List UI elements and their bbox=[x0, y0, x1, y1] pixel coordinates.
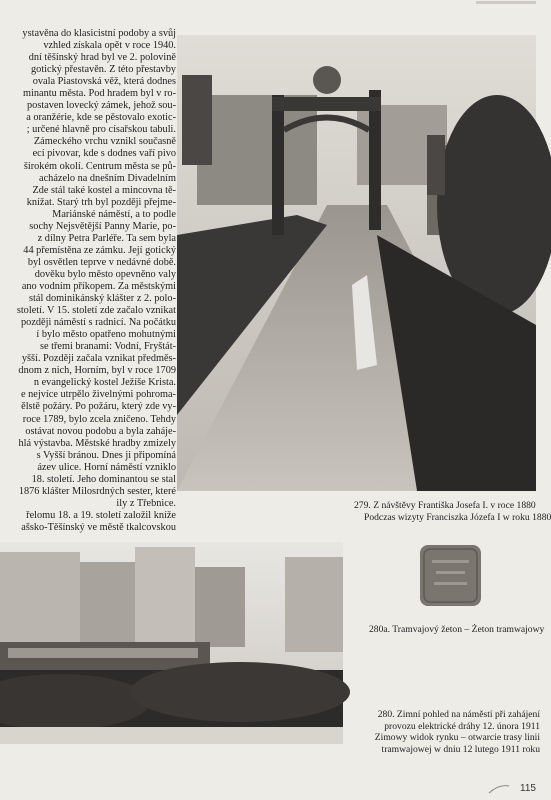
body-text-line: vzhled získala opět v roce 1940. bbox=[43, 40, 176, 52]
body-text-line: širokém okolí. Centrum města se pů- bbox=[23, 160, 176, 172]
body-text-line: stál dominikánský klášter z 2. polo- bbox=[29, 293, 176, 305]
body-text-line: dní těšínský hrad byl ve 2. polovině bbox=[28, 52, 176, 64]
body-text-line: Mariánské náměstí, a to podle bbox=[52, 208, 176, 220]
body-text-line: později náměstí s radnicí. Na počátku bbox=[21, 317, 176, 329]
body-text-line: e nejvíce utrpělo živelnými pohroma- bbox=[21, 389, 176, 401]
body-text-line: sochy Nejsvětější Panny Marie, po- bbox=[29, 220, 176, 232]
body-text-line: 18. století. Jeho dominantou se stal bbox=[31, 473, 176, 485]
body-text-line: 1876 klášter Milosrdných sester, které bbox=[18, 485, 176, 497]
page-number: 115 bbox=[520, 783, 536, 794]
page-curl-icon bbox=[488, 784, 510, 794]
tram-token-image bbox=[418, 543, 483, 608]
header-ornament-icon bbox=[476, 0, 536, 6]
body-text-line: řelomu 18. a 19. století založil kníže bbox=[26, 509, 176, 521]
body-text-line: ělstě požáry. Po požáru, který zde vy- bbox=[21, 401, 176, 413]
body-text-line: knížat. Starý trh byl později přejme- bbox=[26, 196, 176, 208]
body-text-line: ecí pivovar, kde s dodnes vaří pivo bbox=[32, 148, 176, 160]
caption-figure-280 bbox=[366, 709, 540, 755]
body-text-line: století. V 15. století zde začalo vznikat bbox=[16, 305, 176, 317]
body-text-line: ystavěna do klasicistní podoby a svůj bbox=[22, 28, 176, 39]
caption-279-cz: 279. Z návštěvy Františka Josefa I. v roce 1880 bbox=[354, 500, 536, 511]
caption-279-pl: Podczas wizyty Franciszka Józefa I w roku 1880 bbox=[364, 511, 551, 523]
body-text-line: 44 přemístěna ze zámku. Její gotický bbox=[23, 244, 176, 256]
body-text-line: dnom z nich, Horním, byl v roce 1709 bbox=[18, 365, 176, 377]
body-text-line: ily z Třebnice. bbox=[116, 497, 176, 509]
caption-280-line-4: tramwajowej w dniu 12 lutego 1911 roku bbox=[381, 743, 540, 755]
caption-figure-279 bbox=[354, 500, 551, 523]
body-text-line: ašsko-Těšínský ve městě tkalcovskou bbox=[21, 521, 176, 533]
photo-square-tram-opening-1911 bbox=[0, 542, 343, 744]
body-text-line: ; určené hlavně pro císařskou tabuli. bbox=[26, 124, 176, 136]
body-text-line: dověku bylo město opevněno valy bbox=[34, 268, 176, 280]
body-text-line: gotický přestavěn. Z této přestavby bbox=[31, 64, 176, 76]
body-text-line: Zámeckého vrchu vznikl současně bbox=[33, 136, 176, 148]
body-text-line: yšší. Později začala vznikat předměs- bbox=[21, 353, 176, 365]
body-text-line: ovala Piastovská věž, která dodnes bbox=[32, 76, 176, 88]
body-text-column bbox=[0, 28, 176, 533]
body-text-line: ano vodním příkopem. Za městskými bbox=[21, 280, 176, 292]
body-text-line: a oranžérie, kde se pěstovalo exotic- bbox=[26, 112, 176, 124]
photo-imperial-visit-1880 bbox=[177, 35, 536, 491]
body-text-line: z dílny Petra Parléře. Ta sem byla bbox=[37, 232, 176, 244]
caption-280-line-2: provozu elektrické dráhy 12. února 1911 bbox=[384, 720, 540, 732]
body-text-line: postaven lovecký zámek, jehož sou- bbox=[27, 100, 176, 112]
body-text-line: í bylo město opatřeno mohutnými bbox=[36, 329, 176, 341]
body-text-line: ázev ulice. Horní náměstí vzniklo bbox=[37, 461, 176, 473]
caption-280-line-3: Zimowy widok rynku – otwarcie trasy linii bbox=[374, 732, 540, 743]
body-text-line: hlá výstavba. Městské hradby zmizely bbox=[18, 437, 176, 449]
body-text-line: roce 1789, bylo zcela zničeno. Tehdy bbox=[22, 413, 176, 425]
body-text-line: s Vyšší bránou. Dnes ji připomíná bbox=[36, 449, 176, 461]
caption-280-line-1: 280. Zimní pohled na náměstí při zahájení bbox=[377, 709, 540, 720]
body-text-line: ostávat novou podobu a byla zaháje- bbox=[25, 425, 176, 437]
caption-figure-280a: 280a. Tramvajový žeton – Żeton tramwajowy bbox=[369, 624, 545, 635]
body-text-line: se třemi branami: Vodní, Fryštát- bbox=[39, 341, 176, 353]
body-text-line: minantu města. Pod hradem byl v ro- bbox=[23, 88, 176, 100]
body-text-line: byl osvětlen teprve v nedávné době. bbox=[27, 256, 176, 268]
body-text-line: n evangelický kostel Ježíše Krista. bbox=[33, 377, 176, 389]
body-text-line: Zde stál také kostel a mincovna tě- bbox=[32, 184, 176, 196]
body-text-line: acházelo na dnešním Divadelním bbox=[39, 172, 176, 184]
